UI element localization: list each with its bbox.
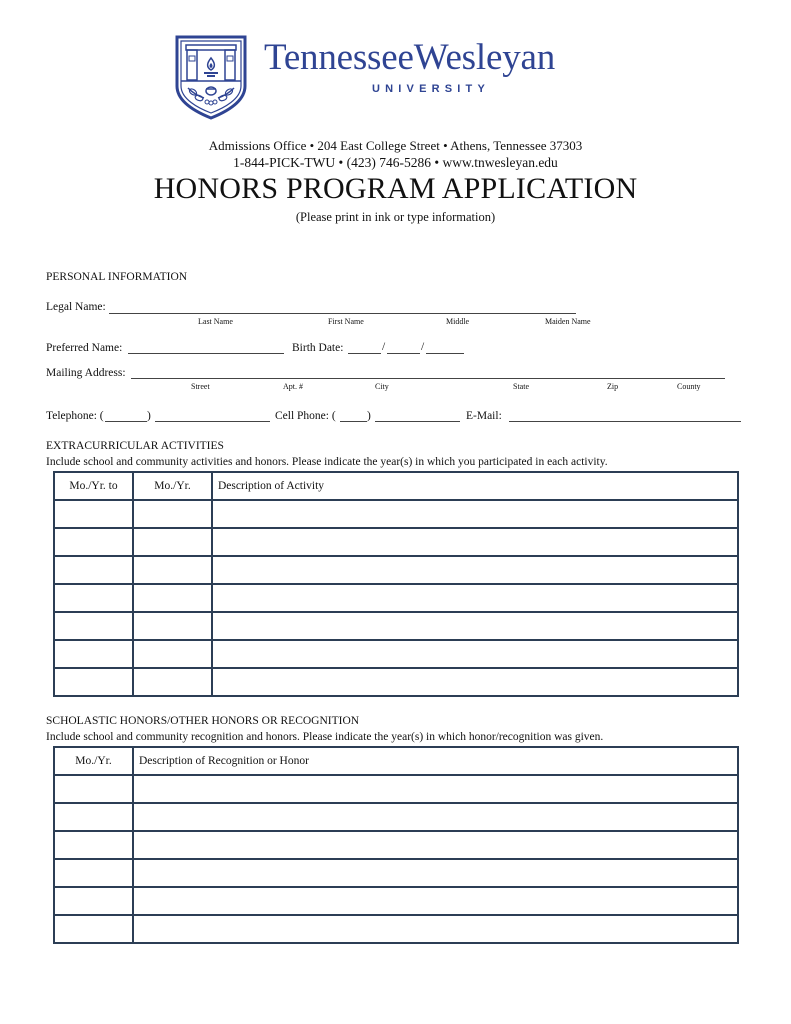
telephone-label: Telephone: ( [46, 410, 104, 422]
table-row [54, 831, 738, 859]
birth-year-field[interactable] [426, 353, 464, 354]
mo-yr-to-cell[interactable] [54, 640, 133, 668]
address-line-2: 1-844-PICK-TWU • (423) 746-5286 • www.tnwesleyan.edu [233, 155, 558, 170]
email-label: E-Mail: [466, 410, 502, 422]
activity-description-cell[interactable] [212, 612, 738, 640]
birth-date-label: Birth Date: [292, 342, 344, 354]
table-header-row [54, 472, 738, 500]
table-row [54, 775, 738, 803]
section-title-honors: SCHOLASTIC HONORS/OTHER HONORS OR RECOGNITION [46, 715, 360, 727]
section-title-extracurricular: EXTRACURRICULAR ACTIVITIES [46, 440, 224, 452]
mo-yr-to-cell[interactable] [54, 528, 133, 556]
table-row [54, 887, 738, 915]
honors-instructions: Include school and community recognition and honors. Please indicate the year(s) in which honor/recognition was given. [46, 731, 604, 743]
telephone-close-paren: ) [147, 410, 151, 422]
activities-table [53, 471, 739, 697]
activity-description-cell[interactable] [212, 500, 738, 528]
mo-yr-to-cell[interactable] [54, 668, 133, 696]
table-row [54, 668, 738, 696]
telephone-number-field[interactable] [155, 421, 270, 422]
mo-yr-cell[interactable] [133, 500, 212, 528]
table-row [54, 556, 738, 584]
mo-yr-to-cell[interactable] [54, 500, 133, 528]
mo-yr-cell[interactable] [54, 915, 133, 943]
honor-description-cell[interactable] [133, 887, 738, 915]
mo-yr-cell[interactable] [133, 556, 212, 584]
mo-yr-cell[interactable] [54, 803, 133, 831]
column-header: Mo./Yr. [133, 472, 212, 500]
caption-last-name: Last Name [198, 317, 233, 326]
caption-apt: Apt. # [283, 382, 303, 391]
legal-name-label: Legal Name: [46, 301, 106, 313]
cell-area-field[interactable] [340, 421, 367, 422]
mo-yr-cell[interactable] [133, 668, 212, 696]
honor-description-cell[interactable] [133, 831, 738, 859]
caption-street: Street [191, 382, 210, 391]
table-row [54, 528, 738, 556]
preferred-name-label: Preferred Name: [46, 342, 123, 354]
column-header: Mo./Yr. [54, 747, 133, 775]
email-field[interactable] [509, 421, 741, 422]
mo-yr-cell[interactable] [133, 612, 212, 640]
honor-description-cell[interactable] [133, 915, 738, 943]
mo-yr-cell[interactable] [133, 584, 212, 612]
legal-name-field[interactable] [109, 313, 576, 314]
mailing-address-field[interactable] [131, 378, 725, 379]
caption-city: City [375, 382, 389, 391]
mo-yr-to-cell[interactable] [54, 612, 133, 640]
mo-yr-to-cell[interactable] [54, 556, 133, 584]
university-crest-shield-icon [174, 34, 248, 120]
birth-month-field[interactable] [348, 353, 381, 354]
caption-county: County [677, 382, 701, 391]
mo-yr-cell[interactable] [54, 887, 133, 915]
activity-description-cell[interactable] [212, 640, 738, 668]
cell-close-paren: ) [367, 410, 371, 422]
column-header: Mo./Yr. to [54, 472, 133, 500]
birth-date-separator: / [421, 341, 425, 353]
table-row [54, 584, 738, 612]
section-title-personal: PERSONAL INFORMATION [46, 271, 188, 283]
table-row [54, 500, 738, 528]
mo-yr-cell[interactable] [133, 528, 212, 556]
brand-subtitle: UNIVERSITY [372, 83, 491, 95]
table-row [54, 612, 738, 640]
birth-date-separator: / [382, 341, 386, 353]
preferred-name-field[interactable] [128, 353, 284, 354]
caption-middle: Middle [446, 317, 470, 326]
mo-yr-cell[interactable] [54, 859, 133, 887]
honors-table [53, 746, 739, 944]
table-header-row [54, 747, 738, 775]
mo-yr-to-cell[interactable] [54, 584, 133, 612]
address-line-1: Admissions Office • 204 East College Street • Athens, Tennessee 37303 [208, 138, 583, 153]
extracurricular-instructions: Include school and community activities and honors. Please indicate the year(s) in which you participated in each activity. [46, 456, 608, 468]
column-header: Description of Activity [212, 472, 738, 500]
brand-name: TennesseeWesleyan [264, 37, 556, 78]
telephone-area-field[interactable] [105, 421, 147, 422]
table-row [54, 859, 738, 887]
honor-description-cell[interactable] [133, 803, 738, 831]
table-row [54, 803, 738, 831]
activity-description-cell[interactable] [212, 528, 738, 556]
mo-yr-cell[interactable] [54, 831, 133, 859]
mailing-address-label: Mailing Address: [46, 367, 126, 379]
table-row [54, 915, 738, 943]
birth-day-field[interactable] [387, 353, 420, 354]
page-title: HONORS PROGRAM APPLICATION [153, 172, 638, 205]
caption-maiden-name: Maiden Name [545, 317, 591, 326]
cell-number-field[interactable] [375, 421, 460, 422]
caption-state: State [513, 382, 529, 391]
honor-description-cell[interactable] [133, 775, 738, 803]
honor-description-cell[interactable] [133, 859, 738, 887]
cell-phone-label: Cell Phone: ( [275, 410, 336, 422]
mo-yr-cell[interactable] [133, 640, 212, 668]
activity-description-cell[interactable] [212, 668, 738, 696]
caption-zip: Zip [607, 382, 619, 391]
activity-description-cell[interactable] [212, 556, 738, 584]
caption-first-name: First Name [328, 317, 364, 326]
page-subtitle: (Please print in ink or type information) [295, 210, 496, 224]
activity-description-cell[interactable] [212, 584, 738, 612]
table-row [54, 640, 738, 668]
column-header: Description of Recognition or Honor [133, 747, 738, 775]
mo-yr-cell[interactable] [54, 775, 133, 803]
